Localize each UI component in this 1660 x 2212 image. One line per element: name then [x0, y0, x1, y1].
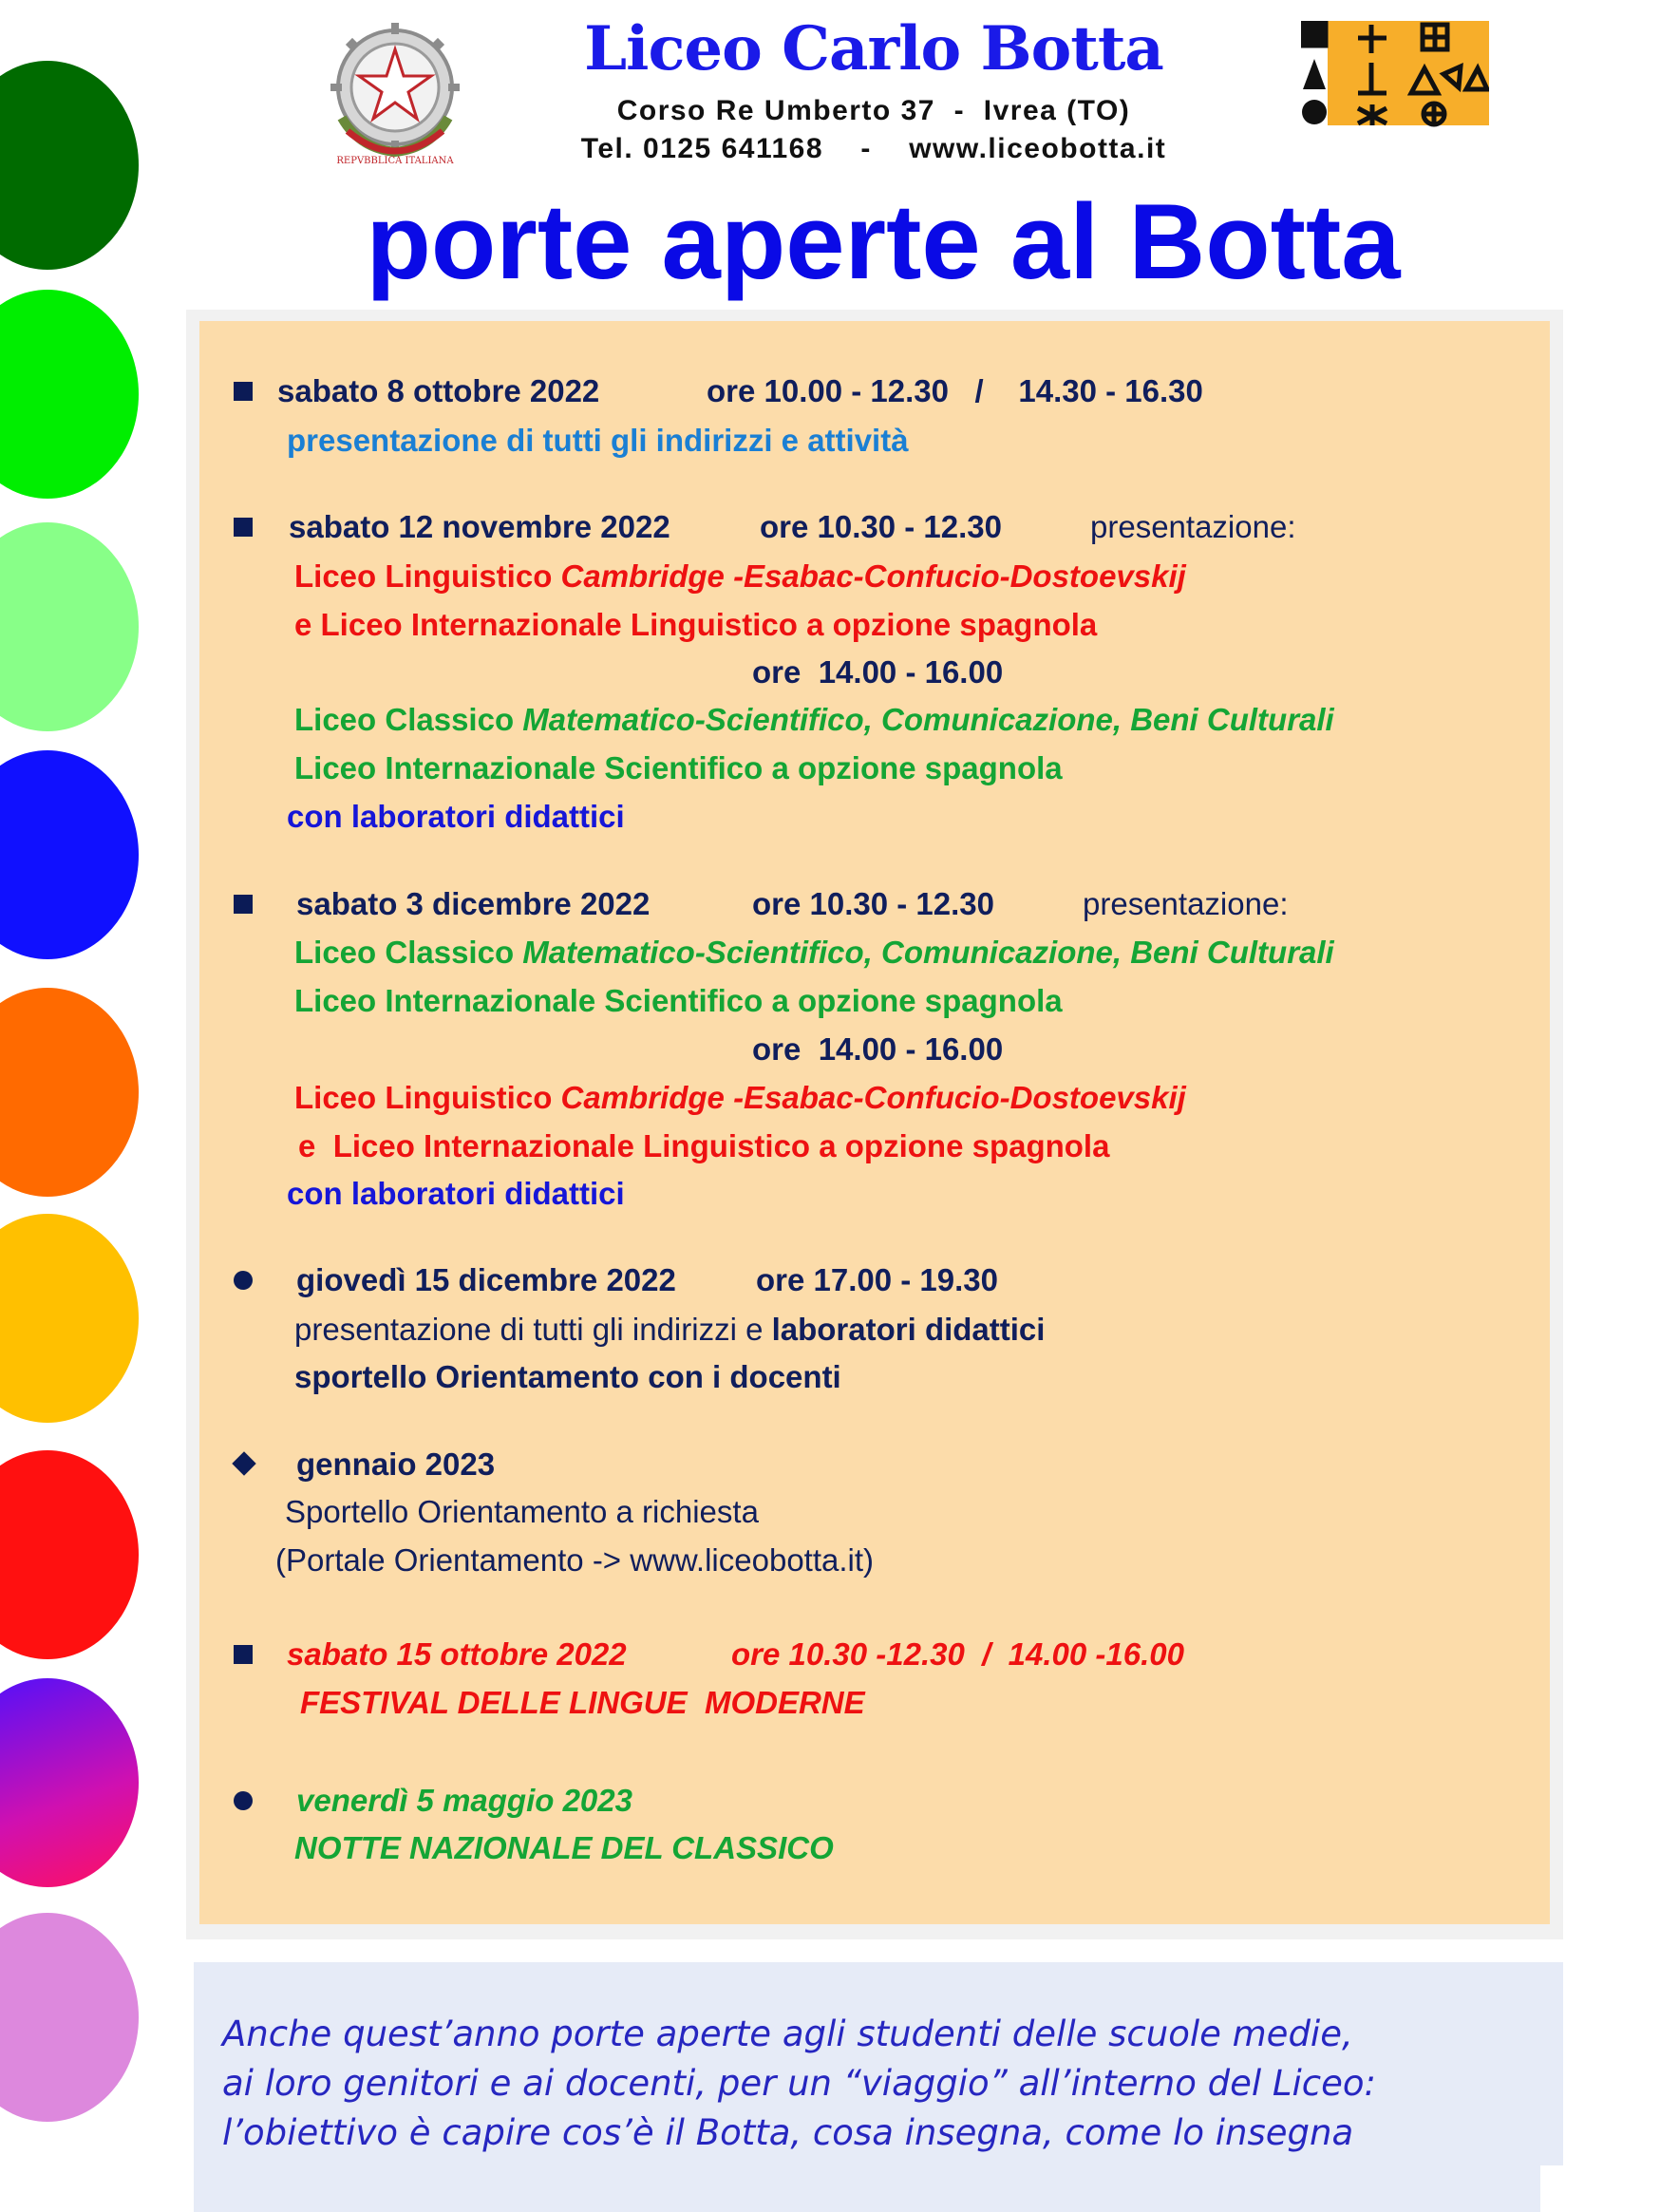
event-time: ore 10.30 - 12.30	[760, 509, 1003, 544]
event-time: ore 10.00 - 12.30 / 14.30 - 16.30	[707, 373, 1203, 408]
footer-line: l’obiettivo è capire cos’è il Botta, cosa insegna, come lo insegna	[222, 2112, 1354, 2153]
color-dot	[0, 1913, 139, 2122]
event-line: presentazione di tutti gli indirizzi e laboratori didattici	[294, 1312, 1046, 1347]
event-line: Sportello Orientamento a richiesta	[285, 1494, 759, 1529]
event-line: Liceo Linguistico Cambridge -Esabac-Confucio-Dostoevskij	[294, 558, 1186, 594]
event-line: (Portale Orientamento -> www.liceobotta.it)	[275, 1542, 875, 1578]
event-time: ore 14.00 - 16.00	[752, 654, 1004, 690]
event-description: presentazione di tutti gli indirizzi e attività	[287, 423, 909, 458]
event-date: sabato 3 dicembre 2022	[296, 886, 651, 921]
color-dot	[0, 988, 139, 1197]
page-curl	[1540, 2165, 1563, 2212]
color-dot	[0, 290, 139, 499]
footer-line: ai loro genitori e ai docenti, per un “viaggio” all’interno del Liceo:	[222, 2063, 1377, 2104]
event-date: sabato 15 ottobre 2022	[287, 1636, 627, 1672]
event-date: gennaio 2023	[296, 1446, 496, 1482]
event-time: ore 14.00 - 16.00	[752, 1031, 1004, 1067]
event-line: con laboratori didattici	[287, 1176, 625, 1211]
school-contacts: Tel. 0125 641168 - www.liceobotta.it	[580, 133, 1167, 164]
event-date: venerdì 5 maggio 2023	[296, 1783, 632, 1818]
event-line: Liceo Classico Matematico-Scientifico, Comunicazione, Beni Culturali	[294, 935, 1334, 970]
color-dot	[0, 1678, 139, 1887]
event-time: ore 17.00 - 19.30	[756, 1262, 999, 1297]
event-time: ore 10.30 -12.30 / 14.00 -16.00	[731, 1636, 1185, 1672]
square-bullet-icon	[234, 518, 253, 537]
event-date: sabato 8 ottobre 2022	[277, 373, 600, 408]
event-line: Liceo Internazionale Scientifico a opzione spagnola	[294, 750, 1063, 785]
square-bullet-icon	[234, 382, 253, 401]
school-name: Liceo Carlo Botta	[584, 13, 1163, 85]
event-line: con laboratori didattici	[287, 799, 625, 834]
footer-line: Anche quest’anno porte aperte agli studenti delle scuole medie,	[222, 2013, 1353, 2054]
circle-bullet-icon	[234, 1271, 253, 1290]
italian-republic-emblem-icon	[321, 19, 469, 167]
color-dot	[0, 522, 139, 731]
color-dot	[0, 1214, 139, 1423]
event-line: sportello Orientamento con i docenti	[294, 1359, 841, 1394]
event-line: Liceo Internazionale Scientifico a opzione spagnola	[294, 983, 1063, 1018]
circle-bullet-icon	[234, 1791, 253, 1810]
svg-text:REPVBBLICA ITALIANA: REPVBBLICA ITALIANA	[336, 156, 454, 166]
page-title: porte aperte al Botta	[366, 182, 1401, 301]
event-time: ore 10.30 - 12.30	[752, 886, 995, 921]
square-bullet-icon	[234, 895, 253, 914]
event-line: Liceo Classico Matematico-Scientifico, Comunicazione, Beni Culturali	[294, 702, 1334, 737]
event-line: FESTIVAL DELLE LINGUE MODERNE	[300, 1685, 865, 1720]
school-symbols-logo-icon	[1301, 21, 1489, 127]
event-label: presentazione:	[1083, 886, 1289, 921]
event-label: presentazione:	[1090, 509, 1296, 544]
square-bullet-icon	[234, 1645, 253, 1664]
color-dot	[0, 1450, 139, 1659]
event-line: e Liceo Internazionale Linguistico a opzione spagnola	[298, 1128, 1110, 1163]
event-date: giovedì 15 dicembre 2022	[296, 1262, 676, 1297]
event-date: sabato 12 novembre 2022	[289, 509, 670, 544]
event-line: Liceo Linguistico Cambridge -Esabac-Confucio-Dostoevskij	[294, 1080, 1186, 1115]
school-address: Corso Re Umberto 37 - Ivrea (TO)	[616, 95, 1131, 126]
event-line: NOTTE NAZIONALE DEL CLASSICO	[294, 1830, 834, 1865]
color-dot	[0, 750, 139, 959]
event-line: e Liceo Internazionale Linguistico a opzione spagnola	[294, 607, 1098, 642]
